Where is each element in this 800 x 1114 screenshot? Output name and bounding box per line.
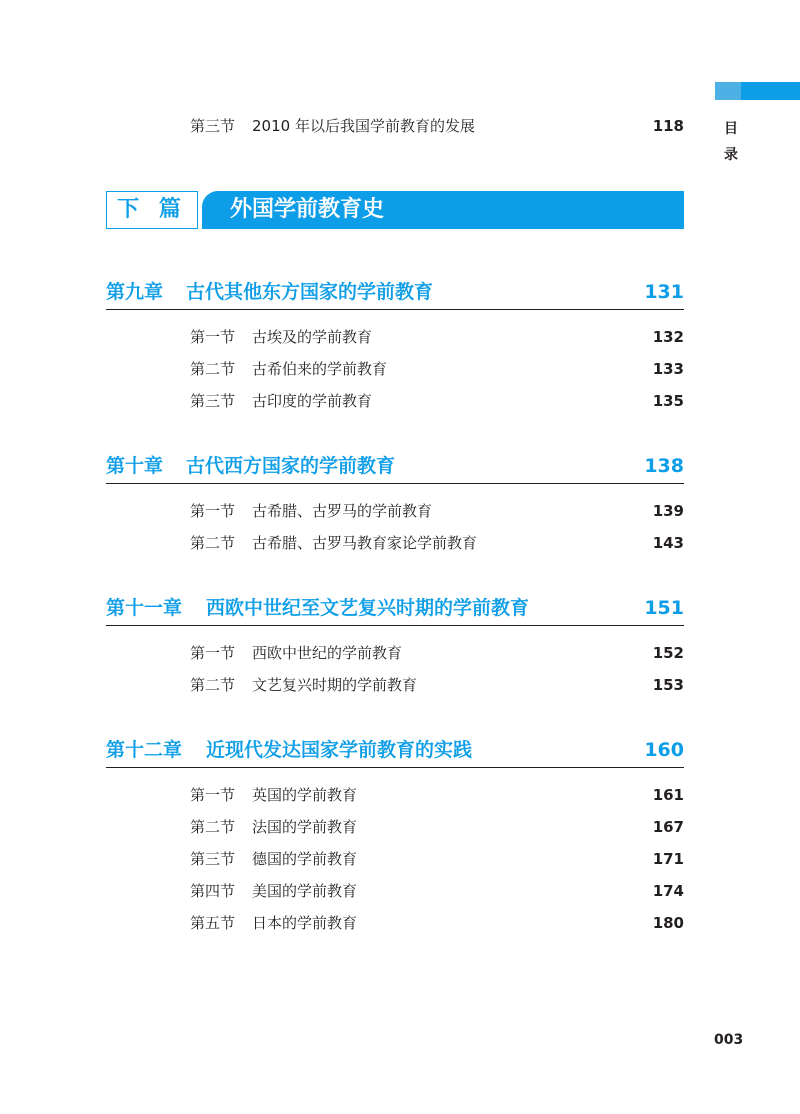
chapter-title: 古代西方国家的学前教育 <box>186 455 396 477</box>
toc-section-row[interactable] <box>190 783 684 807</box>
part-title-bar <box>202 191 684 229</box>
chapter-title: 近现代发达国家学前教育的实践 <box>206 739 473 761</box>
toc-section-row[interactable] <box>190 847 684 871</box>
part-banner <box>106 191 684 229</box>
section-page: 133 <box>652 360 684 378</box>
section-number: 第一节 <box>190 786 236 804</box>
section-page: 171 <box>652 850 684 868</box>
side-tab-label-mu: 目 <box>724 121 738 137</box>
section-page: 143 <box>652 534 684 552</box>
section-title: 英国的学前教育 <box>252 786 358 804</box>
section-page: 152 <box>652 644 684 662</box>
section-title: 日本的学前教育 <box>252 914 358 932</box>
section-number: 第三节 <box>190 117 236 135</box>
toc-section-row[interactable] <box>190 389 684 413</box>
chapter-page: 138 <box>644 455 684 477</box>
toc-chapter-row[interactable] <box>106 277 684 310</box>
toc-section-row[interactable] <box>190 641 684 665</box>
section-page: 174 <box>652 882 684 900</box>
section-page: 180 <box>652 914 684 932</box>
section-page: 161 <box>652 786 684 804</box>
section-title: 2010 年以后我国学前教育的发展 <box>252 117 475 135</box>
chapter-number: 第十章 <box>106 455 164 477</box>
section-page: 118 <box>652 117 684 135</box>
section-title: 文艺复兴时期的学前教育 <box>252 676 418 694</box>
toc-section-row[interactable] <box>190 114 684 138</box>
section-title: 古印度的学前教育 <box>252 392 373 410</box>
section-page: 132 <box>652 328 684 346</box>
section-title: 法国的学前教育 <box>252 818 358 836</box>
chapter-title: 西欧中世纪至文艺复兴时期的学前教育 <box>206 597 530 619</box>
section-number: 第一节 <box>190 328 236 346</box>
section-number: 第二节 <box>190 360 236 378</box>
toc-chapter-row[interactable] <box>106 451 684 484</box>
toc-section-row[interactable] <box>190 911 684 935</box>
part-label: 下 篇 <box>106 191 198 229</box>
toc-section-row[interactable] <box>190 815 684 839</box>
section-number: 第四节 <box>190 882 236 900</box>
section-number: 第二节 <box>190 818 236 836</box>
toc-section-row[interactable] <box>190 325 684 349</box>
section-title: 古希腊、古罗马教育家论学前教育 <box>252 534 478 552</box>
side-tab-light <box>741 82 800 100</box>
section-title: 美国的学前教育 <box>252 882 358 900</box>
toc-section-row[interactable] <box>190 499 684 523</box>
chapter-number: 第十一章 <box>106 597 183 619</box>
toc-section-row[interactable] <box>190 531 684 555</box>
section-title: 古希腊、古罗马的学前教育 <box>252 502 433 520</box>
side-tab-label-lu: 录 <box>724 147 738 163</box>
chapter-number: 第九章 <box>106 281 164 303</box>
section-number: 第二节 <box>190 534 236 552</box>
section-number: 第二节 <box>190 676 236 694</box>
side-tab-dark <box>715 82 741 100</box>
section-page: 139 <box>652 502 684 520</box>
part-title: 外国学前教育史 <box>230 197 385 222</box>
section-page: 135 <box>652 392 684 410</box>
page-number: 003 <box>714 1032 744 1048</box>
toc-section-row[interactable] <box>190 357 684 381</box>
section-title: 德国的学前教育 <box>252 850 358 868</box>
section-number: 第三节 <box>190 392 236 410</box>
section-title: 西欧中世纪的学前教育 <box>252 644 403 662</box>
chapter-title: 古代其他东方国家的学前教育 <box>186 281 434 303</box>
section-page: 167 <box>652 818 684 836</box>
chapter-page: 131 <box>644 281 684 303</box>
chapter-page: 151 <box>644 597 684 619</box>
toc-section-row[interactable] <box>190 673 684 697</box>
section-page: 153 <box>652 676 684 694</box>
chapter-page: 160 <box>644 739 684 761</box>
section-title: 古希伯来的学前教育 <box>252 360 388 378</box>
section-title: 古埃及的学前教育 <box>252 328 373 346</box>
section-number: 第五节 <box>190 914 236 932</box>
toc-chapter-row[interactable] <box>106 735 684 768</box>
section-number: 第一节 <box>190 502 236 520</box>
section-number: 第三节 <box>190 850 236 868</box>
chapter-number: 第十二章 <box>106 739 183 761</box>
toc-section-row[interactable] <box>190 879 684 903</box>
section-number: 第一节 <box>190 644 236 662</box>
toc-chapter-row[interactable] <box>106 593 684 626</box>
